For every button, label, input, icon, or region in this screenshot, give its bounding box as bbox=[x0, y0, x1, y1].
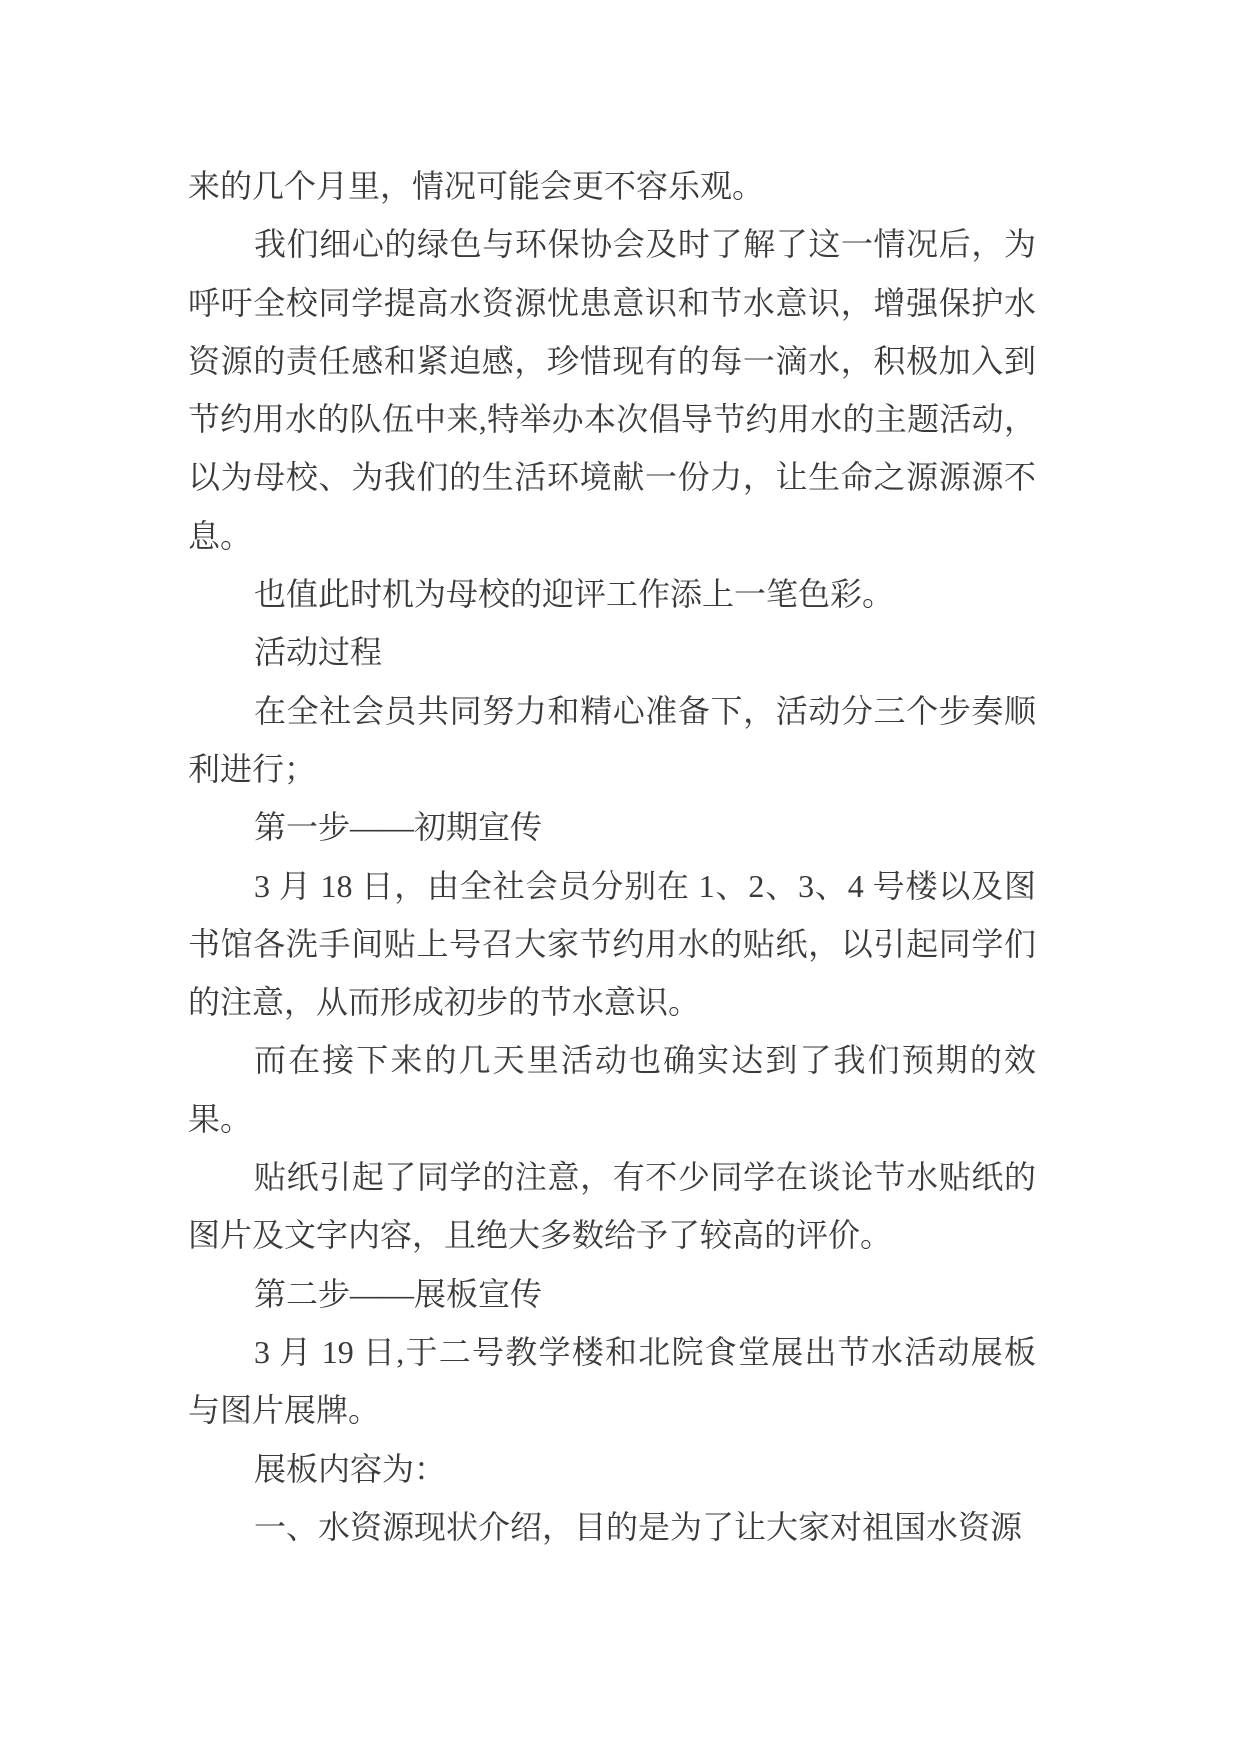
paragraph: 也值此时机为母校的迎评工作添上一笔色彩。 bbox=[254, 576, 895, 613]
paragraph: 第一步——初期宣传 bbox=[254, 809, 543, 846]
paragraph: 3 月 19 日,于二号教学楼和北院食堂展出节水活动展板与图片展牌。 bbox=[188, 1333, 1036, 1429]
paragraph: 在全社会员共同努力和精心准备下，活动分三个步奏顺利进行； bbox=[188, 692, 1036, 787]
paragraph: 贴纸引起了同学的注意，有不少同学在谈论节水贴纸的图片及文字内容，且绝大多数给予了较高的评价。 bbox=[188, 1159, 1036, 1254]
paragraph: 活动过程 bbox=[254, 634, 383, 671]
paragraph: 展板内容为： bbox=[254, 1450, 447, 1487]
document-text-area bbox=[188, 157, 1036, 1556]
paragraph: 一、水资源现状介绍，目的是为了让大家对祖国水资源 bbox=[254, 1508, 1023, 1545]
paragraph: 来的几个月里，情况可能会更不容乐观。 bbox=[188, 168, 765, 204]
paragraph: 第二步——展板宣传 bbox=[254, 1275, 543, 1312]
paragraph: 我们细心的绿色与环保协会及时了解了这一情况后，为呼吁全校同学提高水资源忧患意识和节水意识，增强保护水资源的责任感和紧迫感，珍惜现有的每一滴水，积极加入到节约用水的队伍中来,特举办本次倡导节约用水的主题活动，以为母校、为我们的生活环境献一份力，让生命之源源源不息。 bbox=[188, 226, 1036, 554]
paragraph: 而在接下来的几天里活动也确实达到了我们预期的效果。 bbox=[188, 1042, 1036, 1137]
paragraph: 3 月 18 日，由全社会员分别在 1、2、3、4 号楼以及图书馆各洗手间贴上号召大家节约用水的贴纸，以引起同学们的注意，从而形成初步的节水意识。 bbox=[188, 867, 1036, 1021]
